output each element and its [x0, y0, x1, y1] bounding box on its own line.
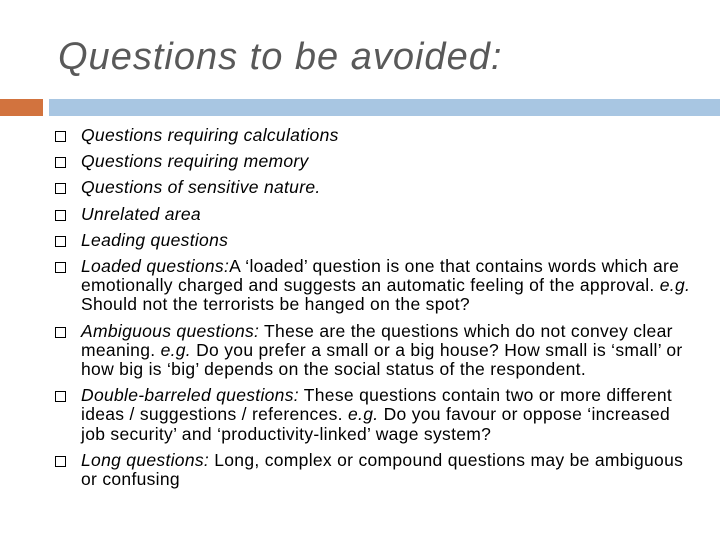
title-underline-bar: [49, 99, 720, 116]
square-bullet-icon: [55, 327, 66, 338]
slide-title: Questions to be avoided:: [58, 36, 503, 78]
bullet-item-leading: [52, 231, 692, 250]
bullet-example: Should not the terrorists be hanged on the spot?: [81, 294, 470, 315]
bullet-term: Double-barreled questions:: [81, 385, 299, 406]
bullet-item-memory: [52, 152, 692, 171]
bullet-text: These questions contain two or more different ideas / suggestions / references.: [81, 385, 673, 425]
bullet-example: Do you prefer a small or a big house? How small is ‘small’ or how big is ‘big’ depends on the social status of the respondent.: [81, 339, 683, 380]
square-bullet-icon: [55, 210, 66, 221]
bullet-item-ambiguous: [52, 322, 692, 380]
bullet-text: Questions requiring calculations: [81, 125, 339, 145]
example-marker: e.g.: [160, 339, 191, 360]
square-bullet-icon: [55, 183, 66, 194]
bullet-item-loaded: [52, 257, 692, 315]
example-marker: e.g.: [659, 275, 691, 296]
square-bullet-icon: [55, 456, 66, 467]
square-bullet-icon: [55, 157, 66, 168]
square-bullet-icon: [55, 236, 66, 247]
bullet-item-long: [52, 451, 692, 489]
accent-bar: [0, 99, 43, 116]
bullet-item-sensitive: [52, 178, 692, 197]
bullet-text: Questions of sensitive nature.: [81, 177, 321, 198]
bullet-term: Long questions:: [81, 449, 210, 470]
bullet-text: Unrelated area: [81, 203, 201, 224]
bullet-term: Ambiguous questions:: [81, 320, 260, 341]
square-bullet-icon: [55, 131, 66, 142]
bullet-list: [52, 126, 692, 496]
bullet-item-double-barreled: [52, 386, 692, 444]
bullet-text: Long, complex or compound questions may be ambiguous or confusing: [81, 449, 684, 490]
bullet-term: Loaded questions:: [81, 256, 230, 277]
square-bullet-icon: [55, 262, 66, 273]
example-marker: e.g.: [348, 404, 379, 425]
bullet-text: These are the questions which do not convey clear meaning.: [81, 320, 673, 360]
bullet-item-calculations: [52, 126, 692, 145]
bullet-text: Leading questions: [81, 229, 229, 250]
bullet-item-unrelated: [52, 205, 692, 224]
bullet-example: Do you favour or oppose ‘increased job security’ and ‘productivity-linked’ wage system?: [81, 404, 671, 444]
square-bullet-icon: [55, 391, 66, 402]
bullet-text: A ‘loaded’ question is one that contains words which are emotionally charged and suggests an automatic feeling of the approval.: [81, 256, 680, 296]
bullet-text: Questions requiring memory: [81, 151, 309, 172]
